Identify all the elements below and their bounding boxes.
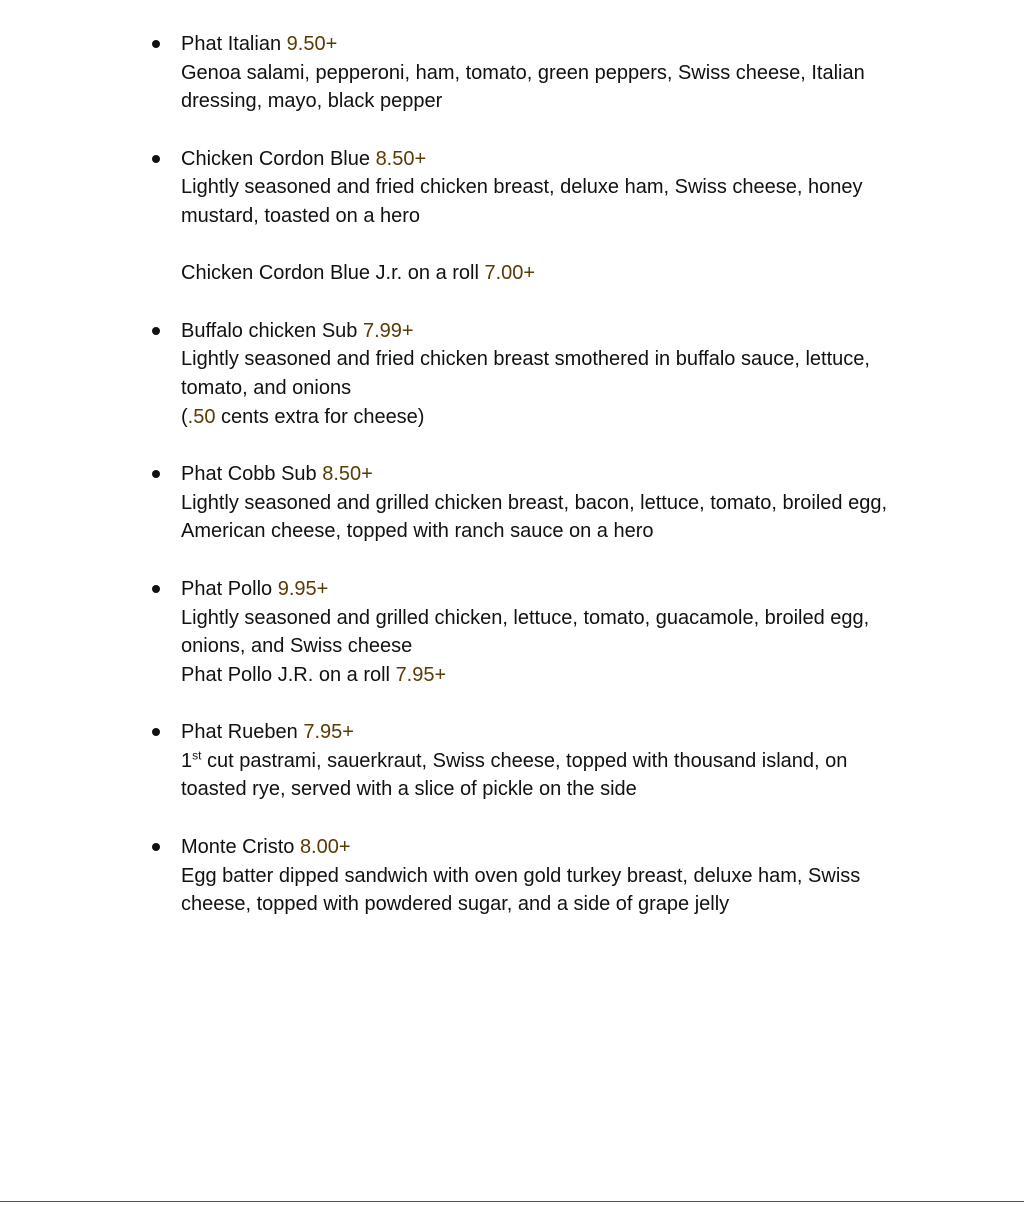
item-variant — [181, 259, 911, 288]
bullet-icon — [152, 155, 160, 163]
item-description: Lightly seasoned and grilled chicken breast, bacon, lettuce, tomato, broiled egg, American cheese, topped with ranch sauce on a hero — [181, 491, 887, 543]
ordinal-suffix: st — [192, 748, 202, 763]
bullet-icon — [152, 843, 160, 851]
item-name: Phat Cobb Sub — [181, 463, 317, 486]
item-name: Monte Cristo — [181, 836, 295, 859]
menu-item-phat-pollo — [181, 575, 911, 689]
item-description: Lightly seasoned and grilled chicken, lettuce, tomato, guacamole, broiled egg, onions, and Swiss cheese — [181, 606, 870, 658]
description-text: cut pastrami, sauerkraut, Swiss cheese, topped with thousand island, on toasted rye, served with a slice of pickle on the side — [181, 749, 848, 801]
item-name: Chicken Cordon Blue — [181, 147, 370, 170]
item-description: Egg batter dipped sandwich with oven gold turkey breast, deluxe ham, Swiss cheese, topped with powdered sugar, and a side of grape jelly — [181, 864, 861, 916]
item-price: 7.99+ — [362, 319, 414, 342]
item-description: Genoa salami, pepperoni, ham, tomato, green peppers, Swiss cheese, Italian dressing, mayo, black pepper — [181, 61, 865, 113]
note-open: ( — [181, 405, 188, 428]
item-price: 9.95+ — [277, 577, 329, 600]
sandwich-menu-list — [181, 30, 911, 948]
item-price: 8.50+ — [375, 147, 427, 170]
item-name: Buffalo chicken Sub — [181, 319, 358, 342]
bullet-icon — [152, 327, 160, 335]
item-name: Phat Rueben — [181, 721, 298, 744]
bullet-icon — [152, 728, 160, 736]
bullet-icon — [152, 40, 160, 48]
menu-item-phat-cobb-sub — [181, 460, 911, 546]
variant-price: 7.95+ — [395, 663, 447, 686]
item-name: Phat Pollo — [181, 577, 273, 600]
item-price: 8.00+ — [299, 836, 351, 859]
bullet-icon — [152, 470, 160, 478]
note-price: .50 — [187, 405, 216, 428]
item-description — [181, 747, 911, 804]
menu-item-buffalo-chicken-sub — [181, 317, 911, 431]
item-description: Lightly seasoned and fried chicken breast, deluxe ham, Swiss cheese, honey mustard, toasted on a hero — [181, 176, 863, 227]
ordinal-number: 1 — [181, 749, 193, 772]
variant-name: Chicken Cordon Blue J.r. on a roll — [181, 262, 479, 285]
menu-item-phat-italian — [181, 30, 911, 116]
item-price: 8.50+ — [322, 463, 373, 486]
item-price: 9.50+ — [286, 33, 338, 55]
menu-item-monte-cristo — [181, 833, 911, 919]
bullet-icon — [152, 585, 160, 593]
item-variant — [181, 661, 911, 690]
item-name: Phat Italian — [181, 33, 282, 55]
menu-item-chicken-cordon-blue — [181, 145, 911, 288]
item-note — [181, 403, 911, 432]
note-text: cents extra for cheese) — [215, 405, 425, 428]
menu-item-phat-rueben — [181, 718, 911, 804]
item-description: Lightly seasoned and fried chicken breast smothered in buffalo sauce, lettuce, tomato, and onions — [181, 348, 870, 399]
variant-name: Phat Pollo J.R. on a roll — [181, 663, 390, 686]
item-price: 7.95+ — [303, 721, 354, 744]
variant-price: 7.00+ — [484, 262, 536, 285]
page-bottom-divider — [0, 1201, 1024, 1202]
